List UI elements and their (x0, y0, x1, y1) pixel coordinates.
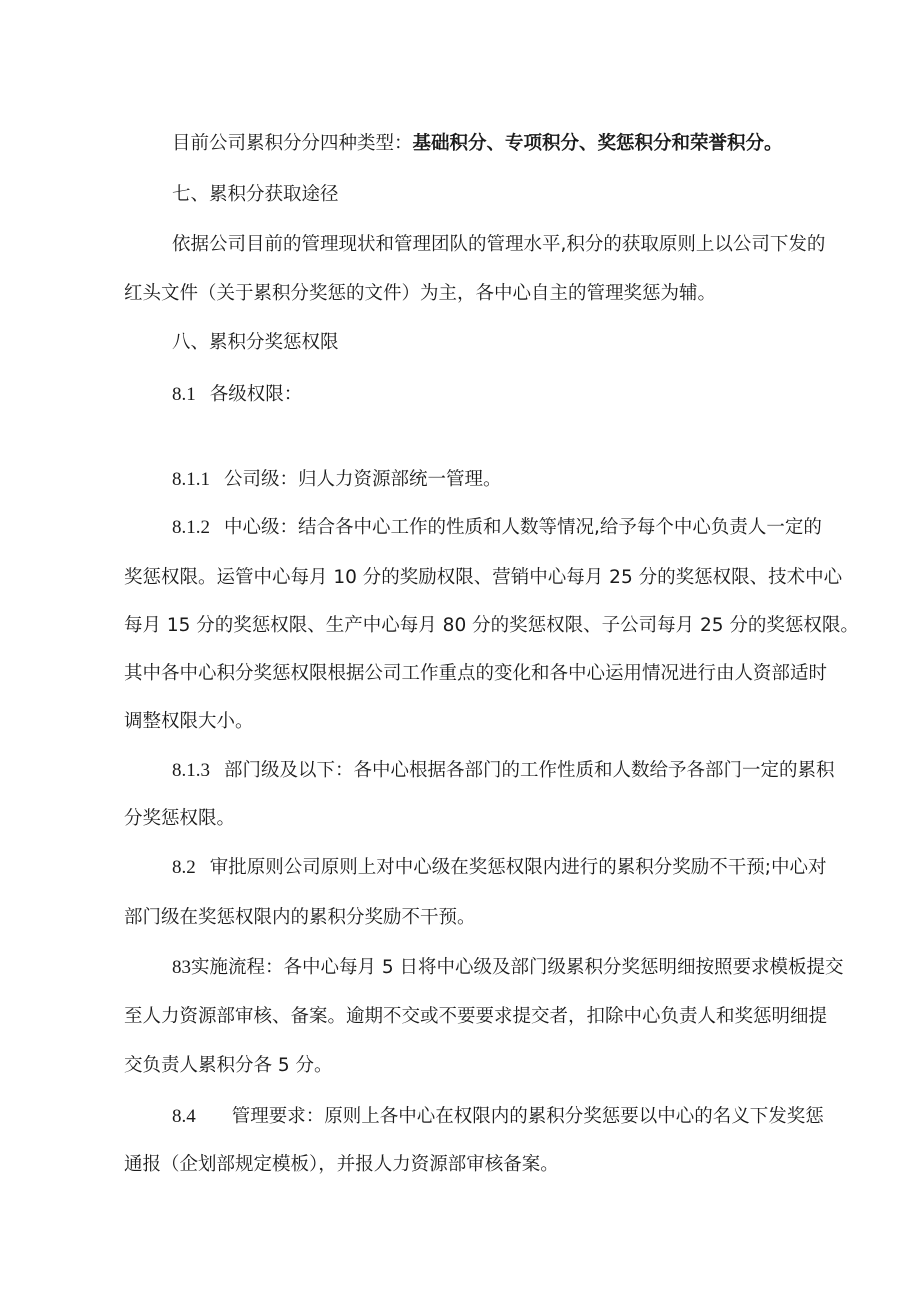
section-8-1-3-line-1 (172, 758, 835, 784)
score-types-bold: 基础积分、专项积分、奖惩积分和荣誉积分。 (412, 133, 783, 154)
section-8-1-2-line-3: 每月 15 分的奖惩权限、生产中心每月 80 分的奖惩权限、子公司每月 25 分的奖惩权限。 (124, 615, 859, 636)
section-8-1-2-line-2: 奖惩权限。运管中心每月 10 分的奖励权限、营销中心每月 25 分的奖惩权限、技术中心 (124, 567, 843, 588)
section-8-1-1-text: 公司级：归人力资源部统一管理。 (224, 469, 502, 490)
section-7-paragraph-line-2: 红头文件（关于累积分奖惩的文件）为主，各中心自主的管理奖惩为辅。 (124, 283, 717, 304)
score-types-intro: 目前公司累积分分四种类型： (172, 133, 413, 154)
section-8-2-number: 8.2 (172, 857, 196, 878)
section-8-3-text: 实施流程：各中心每月 5 日将中心级及部门级累积分奖惩明细按照要求模板提交 (191, 957, 844, 978)
section-7-paragraph-line-1: 依据公司目前的管理现状和管理团队的管理水平,积分的获取原则上以公司下发的 (172, 234, 826, 255)
section-8-2-line-2: 部门级在奖惩权限内的累积分奖励不干预。 (124, 907, 476, 928)
section-8-2-text: 审批原则公司原则上对中心级在奖惩权限内进行的累积分奖励不干预;中心对 (209, 857, 827, 878)
section-8-1-1-number: 8.1.1 (172, 469, 210, 490)
section-8-2-line-1 (172, 855, 827, 881)
score-types-line (172, 131, 783, 157)
section-8-3-line-3: 交负责人累积分各 5 分。 (124, 1055, 333, 1076)
section-8-3-number: 83 (172, 957, 191, 978)
section-8-1-2-line-5: 调整权限大小。 (124, 711, 254, 732)
section-8-3-line-2: 至人力资源部审核、备案。逾期不交或不要要求提交者，扣除中心负责人和奖惩明细提 (124, 1006, 828, 1027)
section-8-1-3-text: 部门级及以下：各中心根据各部门的工作性质和人数给予各部门一定的累积 (224, 760, 835, 781)
section-8-1-text: 各级权限： (209, 384, 303, 405)
section-8-4-line-1 (172, 1104, 824, 1130)
section-8-1-2-line-1 (172, 515, 822, 541)
section-8-1-3-line-2: 分奖惩权限。 (124, 808, 236, 829)
section-8-1-1-line (172, 467, 502, 493)
section-8-1-3-number: 8.1.3 (172, 760, 210, 781)
section-7-heading: 七、累积分获取途径 (172, 184, 339, 205)
section-8-4-number: 8.4 (172, 1106, 196, 1127)
section-8-1-line (172, 382, 302, 408)
section-8-1-number: 8.1 (172, 384, 196, 405)
section-8-4-text: 管理要求：原则上各中心在权限内的累积分奖惩要以中心的名义下发奖惩 (231, 1106, 824, 1127)
section-8-3-line-1 (172, 955, 844, 981)
section-8-1-2-number: 8.1.2 (172, 517, 210, 538)
section-8-1-2-line-4: 其中各中心积分奖惩权限根据公司工作重点的变化和各中心运用情况进行由人资部适时 (124, 663, 828, 684)
section-8-1-2-text: 中心级：结合各中心工作的性质和人数等情况,给予每个中心负责人一定的 (224, 517, 822, 538)
section-8-heading: 八、累积分奖惩权限 (172, 332, 339, 353)
section-8-4-line-2: 通报（企划部规定模板），并报人力资源部审核备案。 (124, 1154, 559, 1175)
